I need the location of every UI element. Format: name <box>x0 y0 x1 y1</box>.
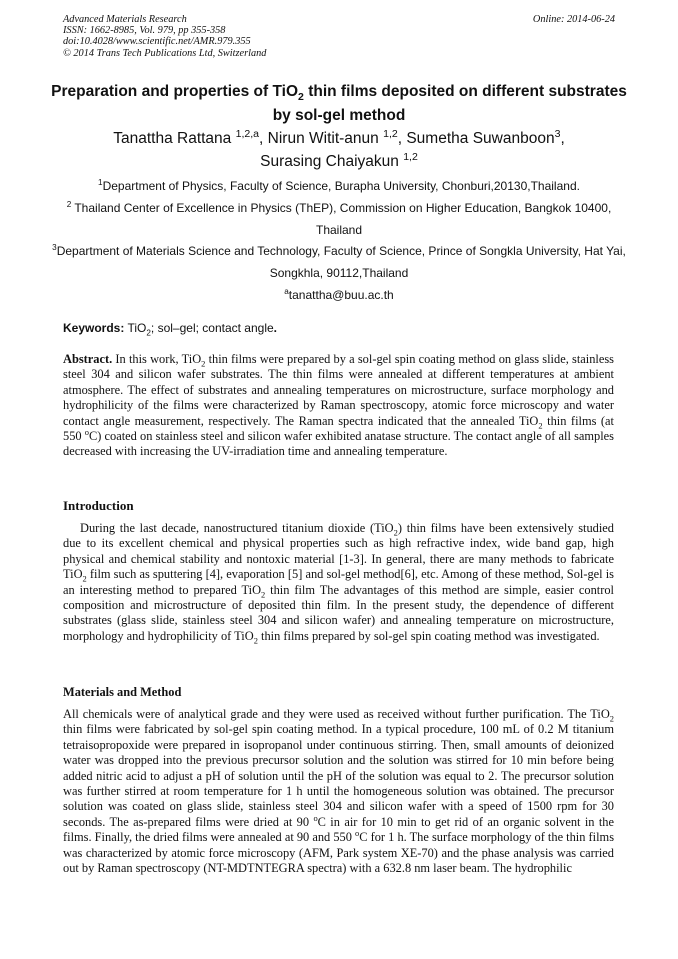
materials-degree-2: o <box>355 828 360 839</box>
intro-subscript-1: 2 <box>393 527 398 538</box>
materials-body <box>63 707 614 876</box>
author-separator: , <box>560 130 565 147</box>
journal-doi: doi:10.4028/www.scientific.net/AMR.979.355 <box>63 36 251 48</box>
intro-subscript-2: 2 <box>82 573 87 584</box>
materials-degree-1: o <box>313 812 318 823</box>
materials-text-2: thin films were fabricated by sol-gel spin coating method. In a typical procedure, 100 mL of 0.2 M titanium tetraisopropoxide were prepared in isopropanol under continuous stirring. Then, small amounts of deionized water was dropped into the previous precursor solution and the solution was stirred for 10 min before being added nitric acid to adjust a pH of solution until the pH of the solution was equal to 2. The precursor solution was further stirred at room temperature for 1 h until the homogeneous solution was obtained. The precursor solution was coated on glass slide, stainless steel 304 and silicon wafer with a speed of 1500 rpm for 30 seconds. The as-prepared films were dried at 90 <box>63 722 614 829</box>
affiliation-3-marker: 3 <box>52 243 57 253</box>
journal-issn: ISSN: 1662-8985, Vol. 979, pp 355-358 <box>63 25 226 37</box>
affiliation-2-marker: 2 <box>66 199 72 209</box>
affiliation-3 <box>50 241 628 285</box>
author-1: Tanattha Rattana <box>113 130 236 147</box>
author-4: Surasing Chaiyakun <box>260 153 404 170</box>
affiliations <box>50 176 628 307</box>
author-2: , Nirun Witit-anun <box>259 130 384 147</box>
journal-header <box>63 14 615 59</box>
materials-text-1: All chemicals were of analytical grade and they were used as received without further purification. The TiO <box>63 707 610 721</box>
email-text: tanattha@buu.ac.th <box>288 287 394 302</box>
keywords-text-1: TiO <box>124 321 147 335</box>
abstract-text-4: C) coated on stainless steel and silicon wafer exhibited anatase structure. The contact angle of all samples decreased with increasing the UV-irradiation time and annealing temperature. <box>63 429 614 459</box>
affiliation-3-text: Department of Materials Science and Technology, Faculty of Science, Prince of Songkla University, Hat Yai, Songkhla, 90112,Thailand <box>56 244 626 281</box>
author-email <box>50 285 628 307</box>
title-subscript: 2 <box>298 91 304 104</box>
intro-text-2: ) thin films have been extensively studied due to its excellent chemical and physical properties such as high refractive index, wide band gap, high physical and chemical stability and nontoxic material [1-3]. In general, there are many methods to fabricate TiO <box>63 521 614 582</box>
introduction-body <box>63 521 614 644</box>
affiliation-2 <box>50 198 628 242</box>
paper-title <box>40 80 638 128</box>
keywords-label: Keywords: <box>63 321 125 335</box>
title-text-1: Preparation and properties of TiO <box>51 83 299 100</box>
author-4-affil: 1,2 <box>403 150 418 163</box>
abstract-text-2: thin films were prepared by a sol-gel spin coating method on glass slide, stainless steel 304 and silicon wafer substrates. The thin films were annealed at different temperatures at ambient atmosphere. The effect of substrates and annealing temperatures on microstructure, surface morphology and hydrophilicity of the films were characterized by Raman spectroscopy, atomic force microscopy and water contact angle measurement, respectively. The Raman spectra indicated that the annealed TiO <box>63 352 614 428</box>
affiliation-2-text: Thailand Center of Excellence in Physics (ThEP), Commission on Higher Education, Bangkok 10400, Thailand <box>71 200 612 237</box>
author-2-affil: 1,2 <box>383 127 398 140</box>
abstract-subscript-1: 2 <box>201 358 206 369</box>
intro-subscript-4: 2 <box>253 635 258 646</box>
intro-text-4: thin film The advantages of this method are simple, easier control composition and microstructure of deposited thin film. In the present study, the dependence of different substrates (glass slide, stainless steel 304 and silicon wafer) and annealing temperature on microstructure, morphology and hydrophilicity of TiO <box>63 582 614 643</box>
keywords <box>63 320 623 336</box>
title-text-2: thin films deposited on different substrates by sol-gel method <box>272 83 627 124</box>
abstract-subscript-2: 2 <box>538 420 543 431</box>
affiliation-1-marker: 1 <box>98 178 103 187</box>
intro-subscript-3: 2 <box>261 589 266 600</box>
intro-text-1: During the last decade, nanostructured titanium dioxide (TiO <box>80 521 394 535</box>
journal-copyright: © 2014 Trans Tech Publications Ltd, Switzerland <box>63 47 267 59</box>
materials-text-4: C for 1 h. The surface morphology of the thin films was characterized by atomic force microscopy (AFM, Park system XE-70) and the phase analysis was carried out by Raman spectroscopy (NT-MDTNTEGRA spectra) with a 632.8 nm laser beam. The hydrophilic <box>63 830 615 876</box>
intro-text-5: thin films prepared by sol-gel spin coating method was investigated. <box>257 628 600 643</box>
keywords-text-2: ; sol–gel; contact angle <box>150 321 274 335</box>
online-date: Online: 2014-06-24 <box>532 14 615 25</box>
journal-name: Advanced Materials Research <box>63 14 187 25</box>
affiliation-1-text: Department of Physics, Faculty of Science, Burapha University, Chonburi,20130,Thailand. <box>102 179 580 193</box>
abstract-label: Abstract. <box>63 352 113 366</box>
author-list <box>40 127 638 173</box>
author-3-affil: 3 <box>554 127 561 140</box>
intro-text-3: film such as sputtering [4], evaporation [5] and sol-gel method[6], etc. Among of these method, Sol-gel is an interesting method to prepared TiO <box>63 567 614 597</box>
author-3: , Sumetha Suwanboon <box>397 130 555 147</box>
abstract-degree: o <box>84 426 89 437</box>
abstract <box>63 352 614 460</box>
materials-heading: Materials and Method <box>63 685 182 699</box>
keywords-period: . <box>273 321 278 335</box>
introduction-heading: Introduction <box>63 498 134 513</box>
materials-subscript-1: 2 <box>609 713 614 724</box>
author-1-affil: 1,2,a <box>235 127 260 140</box>
abstract-text-3: thin films (at 550 <box>63 413 615 444</box>
email-marker: a <box>284 286 289 296</box>
materials-text-3: C in air for 10 min to get rid of an organic solvent in the films. Finally, the dried films were annealed at 90 and 550 <box>63 814 614 845</box>
keywords-subscript: 2 <box>146 328 151 338</box>
affiliation-1 <box>50 176 628 198</box>
abstract-text-1: In this work, TiO <box>112 352 202 366</box>
